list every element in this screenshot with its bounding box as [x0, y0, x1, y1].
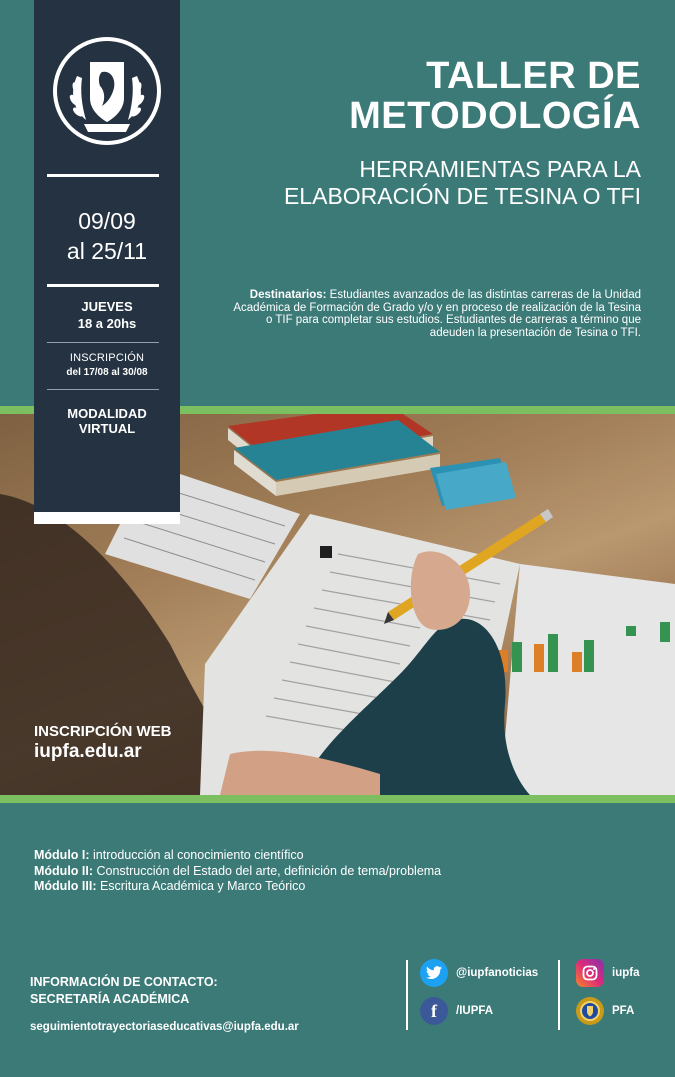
iupfa-emblem-icon	[52, 36, 162, 146]
facebook-link[interactable]	[420, 997, 493, 1025]
panel-divider	[47, 342, 159, 343]
title-line2: METODOLOGÍA	[349, 95, 641, 137]
facebook-handle: /IUPFA	[456, 1005, 494, 1017]
contact-email-link[interactable]: seguimientotrayectoriaseducativas@iupfa.edu.ar	[30, 1021, 299, 1033]
twitter-link[interactable]	[420, 959, 538, 987]
subtitle-line1: HERRAMIENTAS PARA LA	[359, 156, 641, 182]
web-registration	[34, 723, 172, 763]
instagram-icon	[576, 959, 604, 987]
date-range	[34, 206, 180, 266]
modality-line2: VIRTUAL	[78, 421, 136, 436]
modality-line1: MODALIDAD	[67, 406, 147, 421]
module-text: Escritura Académica y Marco Teórico	[96, 879, 306, 893]
schedule-hours: 18 a 20hs	[77, 316, 137, 331]
twitter-handle: @iupfanoticias	[456, 967, 539, 979]
subtitle-line2: ELABORACIÓN DE TESINA O TFI	[283, 183, 641, 209]
pfa-badge-icon	[576, 997, 604, 1025]
footer-divider	[558, 960, 560, 1030]
green-stripe-bottom	[0, 795, 675, 803]
instagram-link[interactable]	[576, 959, 639, 987]
module-text: Construcción del Estado del arte, definición de tema/problema	[93, 863, 442, 878]
inscription-label: INSCRIPCIÓN	[69, 352, 145, 364]
pfa-link[interactable]	[576, 997, 634, 1025]
module-list	[34, 848, 441, 895]
schedule	[34, 298, 180, 332]
info-panel-base	[34, 512, 180, 524]
web-registration-link[interactable]: iupfa.edu.ar	[34, 741, 142, 762]
contact-heading-line2: SECRETARÍA ACADÉMICA	[30, 992, 190, 1006]
module-name: Módulo III:	[34, 879, 97, 893]
twitter-icon	[420, 959, 448, 987]
modality	[34, 406, 180, 436]
footer-background	[0, 803, 675, 1077]
module-text: introducción al conocimiento científico	[89, 848, 304, 862]
pfa-label: PFA	[612, 1005, 635, 1017]
audience-text: Estudiantes avanzados de las distintas carreras de la Unidad Académica de Formación de Grado y/o y en proceso de realización de la Tesina o TIF para completar sus estudios. Estudiantes de carreras a término que adeuden la presentación de Tesina o TFI.	[233, 289, 641, 339]
panel-divider	[47, 174, 159, 177]
audience-description	[231, 289, 641, 339]
schedule-day: JUEVES	[81, 299, 133, 314]
contact-heading-line1: INFORMACIÓN DE CONTACTO:	[30, 975, 218, 989]
module-name: Módulo II:	[34, 863, 94, 878]
inscription-range: del 17/08 al 30/08	[66, 367, 148, 378]
date-start: 09/09	[78, 208, 136, 234]
footer-divider	[406, 960, 408, 1030]
contact-info	[30, 974, 299, 1033]
panel-divider	[47, 389, 159, 390]
facebook-icon: f	[420, 997, 448, 1025]
list-item	[34, 864, 441, 880]
audience-label: Destinatarios:	[249, 289, 327, 301]
list-item	[34, 848, 441, 864]
title-line1: TALLER DE	[426, 55, 641, 97]
web-registration-label: INSCRIPCIÓN WEB	[34, 723, 172, 740]
list-item	[34, 879, 441, 895]
page-subtitle	[181, 156, 641, 210]
module-name: Módulo I:	[34, 848, 90, 862]
panel-divider	[47, 284, 159, 287]
date-end: al 25/11	[66, 238, 148, 264]
instagram-handle: iupfa	[612, 967, 640, 979]
page-title	[221, 56, 641, 136]
